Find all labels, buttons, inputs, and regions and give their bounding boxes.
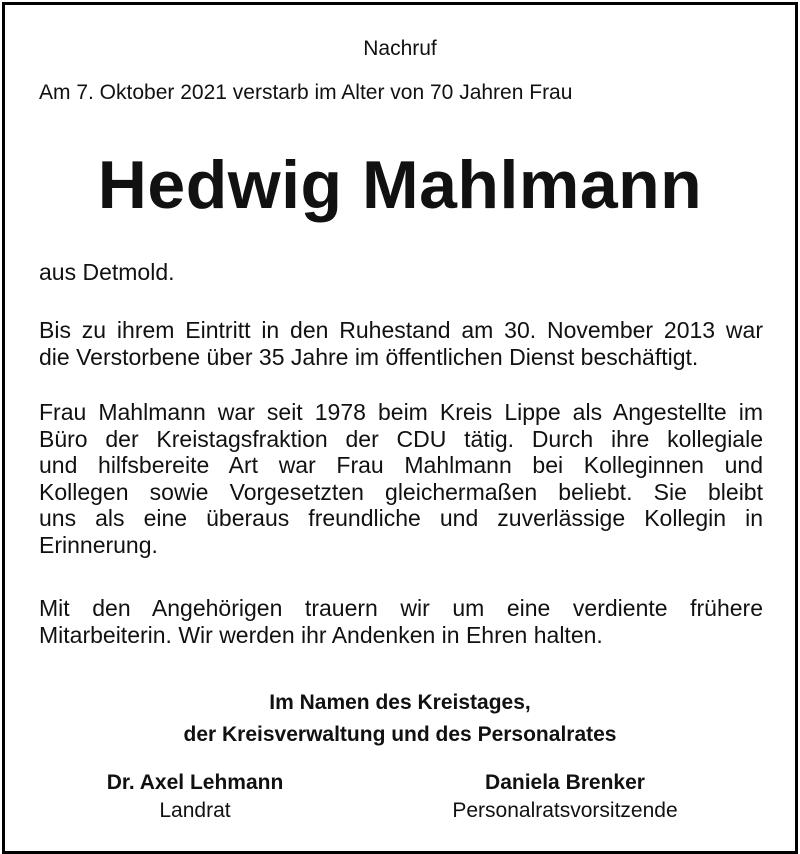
notice-heading: Nachruf [363, 37, 437, 60]
closing-block [5, 687, 795, 751]
deceased-name: Hedwig Mahlmann [97, 147, 703, 223]
signatory-name: Daniela Brenker [485, 771, 645, 794]
mourning-line: Mit den Angehörigen trauern wir um eine verdiente frühere [39, 595, 763, 621]
biography-paragraph [39, 399, 763, 558]
career-line: Bis zu ihrem Eintritt in den Ruhestand am 30. November 2013 war [39, 317, 763, 343]
signatory-name: Dr. Axel Lehmann [106, 771, 284, 794]
signatory-title: Personalratsvorsitzende [452, 799, 678, 822]
intro-line: Am 7. Oktober 2021 verstarb im Alter von 70 Jahren Frau [39, 81, 573, 104]
mourning-paragraph [39, 595, 763, 648]
biography-line: Büro der Kreistagsfraktion der CDU tätig. Durch ihre kollegiale [39, 425, 763, 452]
signatory-title: Landrat [159, 799, 231, 822]
closing-line: der Kreisverwaltung und des Personalrates [183, 723, 617, 746]
signatory-personalrat [405, 769, 725, 825]
biography-line: Erinnerung. [39, 531, 158, 558]
closing-line: Im Namen des Kreistages, [269, 691, 531, 714]
origin-text: aus Detmold. [39, 259, 175, 285]
biography-line: und hilfsbereite Art war Frau Mahlmann bei Kolleginnen und [39, 452, 763, 478]
career-paragraph [39, 317, 763, 370]
signatory-landrat [35, 769, 355, 825]
biography-line: Frau Mahlmann war seit 1978 beim Kreis Lippe als Angestellte im [39, 399, 763, 425]
origin-paragraph [39, 259, 763, 286]
biography-line: uns als eine überaus freundliche und zuverlässige Kollegin in [39, 505, 763, 531]
biography-line: Kollegen sowie Vorgesetzten gleichermaßen beliebt. Sie bleibt [39, 478, 763, 505]
obituary-notice [2, 2, 798, 854]
career-line: die Verstorbene über 35 Jahre im öffentlichen Dienst beschäftigt. [39, 343, 699, 370]
mourning-line: Mitarbeiterin. Wir werden ihr Andenken in Ehren halten. [39, 621, 603, 648]
